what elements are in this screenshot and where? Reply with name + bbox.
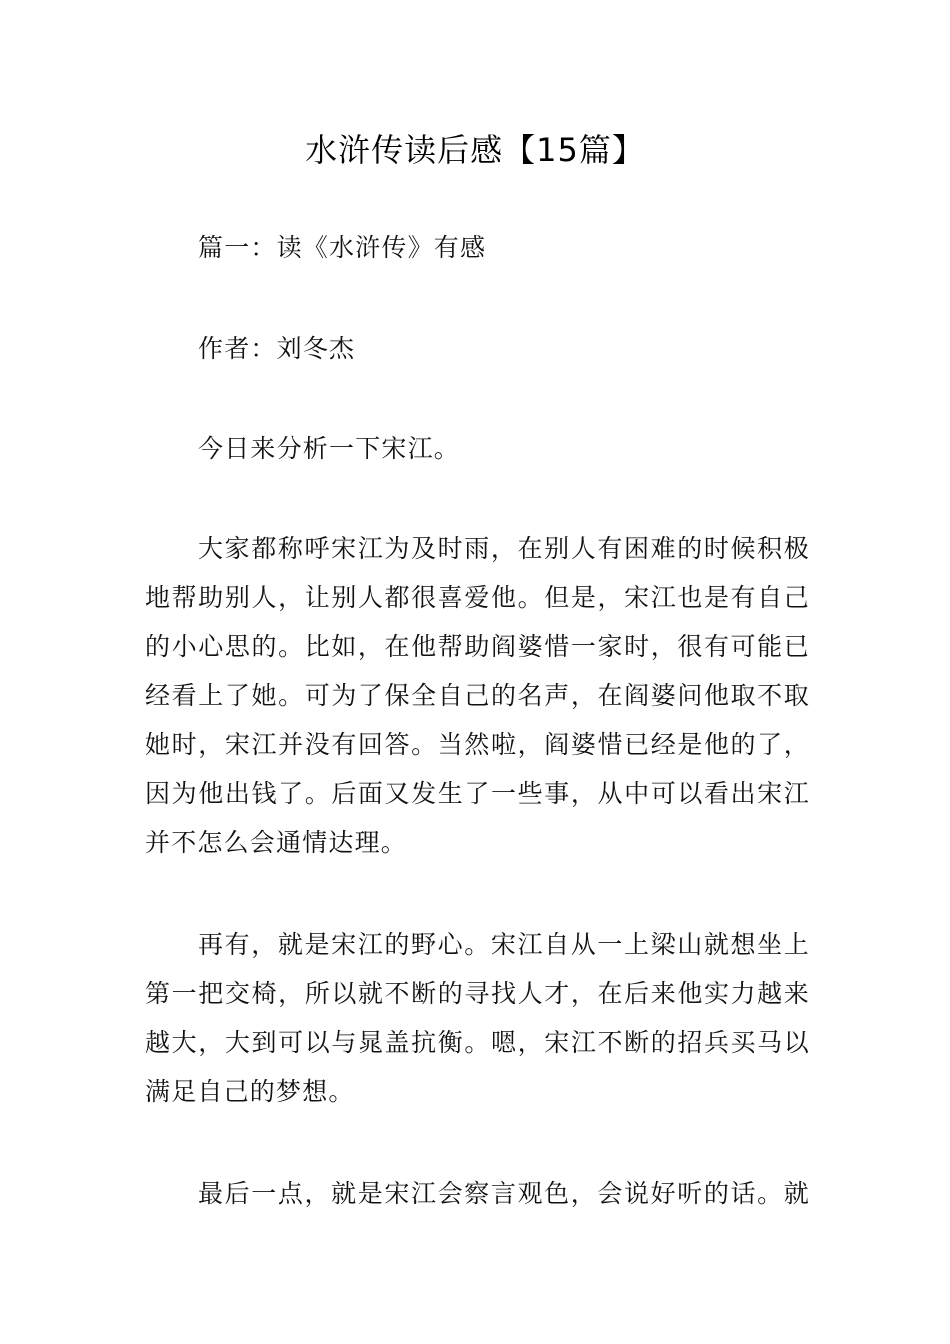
paragraph-line: 最后一点，就是宋江会察言观色，会说好听的话。就 <box>198 1179 810 1208</box>
paragraph-line: 的小心思的。比如，在他帮助阎婆惜一家时，很有可能已 <box>145 632 810 661</box>
paragraph-line: 经看上了她。可为了保全自己的名声，在阎婆问他取不取 <box>145 681 810 710</box>
paragraph-line: 并不怎么会通情达理。 <box>145 828 408 857</box>
document-title: 水浒传读后感【15篇】 <box>305 131 645 169</box>
author-line: 作者：刘冬杰 <box>198 334 356 363</box>
paragraph-line: 第一把交椅，所以就不断的寻找人才，在后来他实力越来 <box>145 979 810 1008</box>
intro-paragraph: 今日来分析一下宋江。 <box>198 434 461 463</box>
paragraph-line: 满足自己的梦想。 <box>145 1077 355 1106</box>
paragraph-line: 越大，大到可以与晁盖抗衡。嗯，宋江不断的招兵买马以 <box>145 1028 810 1057</box>
paragraph-line: 她时，宋江并没有回答。当然啦，阎婆惜已经是他的了， <box>145 730 810 759</box>
section-heading: 篇一：读《水浒传》有感 <box>198 233 487 262</box>
paragraph-line: 地帮助别人，让别人都很喜爱他。但是，宋江也是有自己 <box>145 583 810 612</box>
paragraph-line: 因为他出钱了。后面又发生了一些事，从中可以看出宋江 <box>145 779 810 808</box>
paragraph-line: 大家都称呼宋江为及时雨，在别人有困难的时候积极 <box>198 534 810 563</box>
paragraph-line: 再有，就是宋江的野心。宋江自从一上梁山就想坐上 <box>198 930 810 959</box>
